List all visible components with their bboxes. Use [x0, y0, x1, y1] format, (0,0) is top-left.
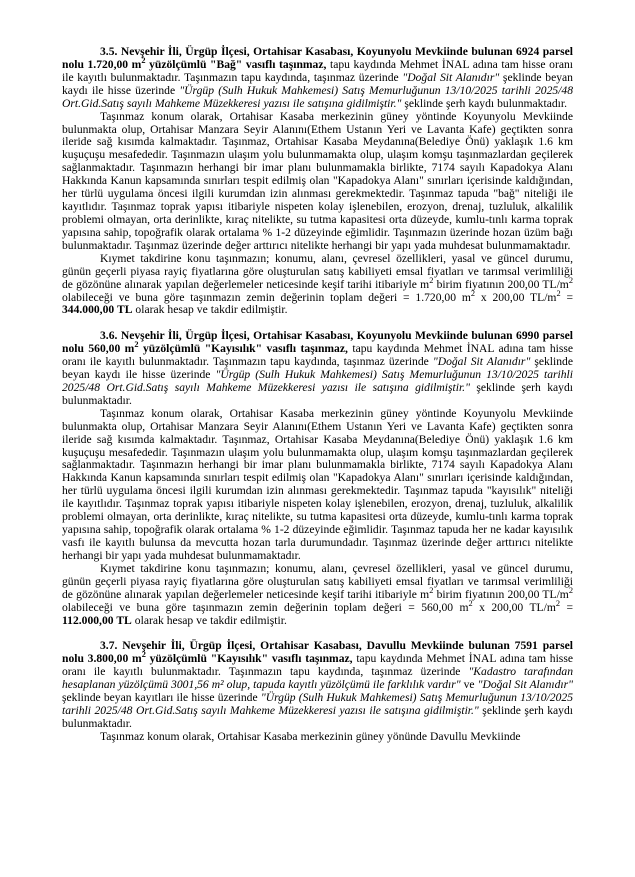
superscript-unit: 2 [429, 275, 434, 285]
text-run: olarak hesap ve takdir edilmiştir. [131, 613, 287, 627]
text-run: şeklinde şerh kaydı bulunmaktadır. [62, 380, 573, 407]
superscript-unit: 2 [429, 585, 434, 595]
superscript-unit: 2 [141, 650, 146, 660]
italic-quote-run: "Doğal Sit Alanıdır" [477, 678, 573, 692]
text-run: x 200,00 TL/m [475, 290, 557, 304]
body-paragraph [62, 731, 573, 744]
superscript-unit: 2 [470, 288, 476, 298]
bold-run: 3.6. Nevşehir İli, Ürgüp İlçesi, Ortahisar Kasabası, Koyunyolu Mevkiinde bulunan 6990 parsel nolu 560,00 m [62, 329, 573, 356]
italic-quote-run: "Kadastro tarafından hesaplanan yüzölçümü 3001,56 m² olup, tapuda kayıtlı yüzölçümü ile farklılık vardır" [62, 665, 573, 692]
superscript-unit: 2 [568, 275, 573, 285]
italic-quote-run: "Doğal Sit Alanıdır" [402, 70, 500, 84]
text-run: olabileceği ve buna göre taşınmazın zemin değerinin toplam değeri = 1.720,00 m [62, 290, 471, 304]
text-run: şeklinde beyan kaydı ile hisse üzerinde [62, 70, 573, 97]
superscript-unit: 2 [468, 598, 473, 608]
section-heading-paragraph-36 [62, 330, 573, 408]
italic-quote-run: "Doğal Sit Alanıdır" [432, 355, 531, 369]
section-heading-paragraph-35 [62, 46, 573, 111]
body-paragraph [62, 563, 573, 628]
superscript-unit: 2 [556, 288, 561, 298]
bold-run: 3.5. Nevşehir İli, Ürgüp İlçesi, Ortahisar Kasabası, Koyunyolu Mevkiinde bulunan 6924 parsel nolu 1.720,00 m [62, 45, 573, 71]
section-heading-paragraph-37 [62, 640, 573, 730]
body-paragraph [62, 253, 573, 318]
text-run: x 200,00 TL/m [472, 600, 556, 614]
italic-quote-run: "Ürgüp (Sulh Hukuk Mahkemesi) Satış Memurluğunun 13/10/2025 tarihli 2025/48 Ort.Gid.Satış sayılı Mahkeme Müzekkeresi yazısı ile satışına gidilmiştir." [62, 83, 573, 110]
body-paragraph [62, 408, 573, 563]
text-run: tapu kaydında Mehmet İNAL adına tam hisse oranı ile kayıtlı bulunmaktadır. Taşınmazın tapu kaydında, taşınmaz üzerinde [62, 342, 574, 369]
bold-run: 3.7. Nevşehir İli, Ürgüp İlçesi, Ortahisar Kasabası, Davullu Mevkiinde bulunan 7591 parsel nolu 3.800,00 m [62, 639, 573, 666]
text-run: şeklinde beyan kaydı ile hisse üzerinde [62, 355, 573, 382]
superscript-unit: 2 [141, 56, 146, 66]
text-run: Taşınmaz konum olarak, Ortahisar Kasaba merkezinin güney yöntinde Koyunyolu Mevkiinde bulunmakta olup, Ortahisar Manzara Seyir Alanını(Ethem Ustanın Yeri ve Lavanta Kafe) geçtikten sonra ileride sağ kısımda kalmaktadır. Taşınmaz, Ortahisar Kasaba Meydanına(Belediye Önü) yaklaşık 1.6 km kuşuçuşu mesafededir. Taşınmazın ulaşım yolu bulunmamakta olup, ulaşım komşu taşınmazlardan geçilerek sağlanmaktadır. Taşınmazın herhangi bir imar planı bulunmamakla birlikte, 7174 sayılı Kapadokya Alanı Hakkında Kanun kapsamında sınırları tespit edilmiş olan "Kapadokya Alanı" sınırları içerisinde kaldığından, her türlü uygulama öncesi ilgili kurumdan izin alınması gerekmektedir. Taşınmaz tapuda "bağ" niteliği ile kayıtlıdır. Taşınmaz toprak yapısı itibariyle nispeten kolay işlenebilen, erozyon, drenaj, tuzluluk, alkalilik problemi olmayan, orta derinlikte, kıraç nitelikte, su tutma kapasitesi orta düzeyde, kumlu-tınlı karma toprak yapısına sahip, topoğrafik olarak ortalama % 1-2 düzeyinde eğimlidir. Taşınmazın üzerinde hozan üzüm bağı bulunmaktadır. Taşınmaz üzerinde değer arttırıcı nitelikte herhangi bir yapı yada muhdesat bulunmamaktadır. [62, 109, 573, 252]
text-run: birim fiyatının 200,00 TL/m [433, 587, 569, 601]
superscript-unit: 2 [555, 598, 561, 608]
body-paragraph [62, 111, 573, 253]
document-text-body [62, 46, 573, 744]
text-run: tapu kaydında Mehmet İNAL adına tam hisse oranı ile kayıtlı bulunmaktadır. Taşınmazın tapu kaydında, taşınmaz üzerinde [62, 57, 573, 84]
text-run: tapu kaydında Mehmet İNAL adına tam hisse oranı ile kayıtlı bulunmaktadır. Taşınmazın tapu kaydında, taşınmaz üzerinde [62, 652, 573, 679]
text-run: = [560, 290, 573, 304]
text-run: Taşınmaz konum olarak, Ortahisar Kasaba merkezinin güney yöntinde Koyunyolu Mevkiinde bulunmakta olup, Ortahisar Manzara Seyir Alanını(Ethem Ustanın Yeri ve Lavanta Kafe) geçtikten sonra ileride sağ kısımda kalmaktadır. Taşınmaz, Ortahisar Kasaba Meydanına(Belediye Önü) yaklaşık 1.6 km kuşuçuşu mesafededir. Taşınmazın ulaşım yolu bulunmamakta olup, ulaşım komşu taşınmazlardan geçilerek sağlanmaktadır. Taşınmazın herhangi bir imar planı bulunmamakla birlikte, 7174 sayılı Kapadokya Alanı Hakkında Kanun kapsamında sınırları tespit edilmiş olan "Kapadokya Alanı" sınırları içerisinde kaldığından, her türlü uygulama öncesi ilgili kurumdan izin alınması gerekmektedir. Taşınmaz tapuda "kayısılık" niteliği ile kayıtlıdır. Taşınmaz toprak yapısı itibariyle nispeten kolay işlenebilen, erozyon, drenaj, tuzluluk, alkalilik problemi olmayan, orta derinlikte, kıraç nitelikte, su tutma kapasitesi orta düzeyde, kumlu-tınlı karma toprak yapısına sahip, topoğrafik olarak ortalama % 1-2 düzeyinde eğimlidir. Taşınmaz tapuda her ne kadar kayısılık vasfı ile kayıtlı bulunsa da mevcutta hozan tarla durumundadır. Taşınmaz üzerinde değer arttırıcı nitelikte herhangi bir yapı yada muhdesat bulunmamaktadır. [62, 406, 573, 562]
italic-quote-run: "Ürgüp (Sulh Hukuk Mahkemesi) Satış Memurluğunun 13/10/2025 tarihli 2025/48 Ort.Gid.Satış sayılı Mahkeme Müzekkeresi yazısı ile satışına gidilmiştir." [62, 368, 573, 394]
text-run: olabileceği ve buna göre taşınmazın zemin değerinin toplam değeri = 560,00 m [62, 600, 469, 614]
bold-run: yüzölçümlü "Kayısılık" vasıflı taşınmaz, [138, 342, 348, 356]
italic-quote-run: "Ürgüp (Sulh Hukuk Mahkemesi) Satış Memurluğunun 13/10/2025 tarihli 2025/48 Ort.Gid.Satış sayılı Mahkeme Müzekkeresi yazısı ile satışına gidilmiştir." [62, 691, 573, 717]
text-run: şeklinde şerh kaydı bulunmaktadır. [401, 96, 567, 110]
text-run: Kıymet takdirine konu taşınmazın; konumu, alanı, çevresel özellikleri, yasal ve güncel durumu, günün geçerli piyasa rayiç fiyatlarına göre oluşturulan satış kabiliyeti emsal fiyatları ve tarımsal verimliliği de gözönüne alınarak yapılan değerlemeler neticesinde keşif tarihi itibariyle m [62, 561, 573, 601]
text-run: şeklinde beyan kayıtları ile hisse üzerinde [62, 691, 261, 705]
bold-run: 344.000,00 TL [62, 303, 133, 317]
text-run: Taşınmaz konum olarak, Ortahisar Kasaba merkezinin güney yönünde Davullu Mevkiinde [100, 729, 521, 743]
bold-run: yüzölçümlü "Kayısılık" vasıflı taşınmaz, [145, 652, 353, 666]
text-run: birim fiyatının 200,00 TL/m [433, 277, 569, 291]
text-run: = [560, 600, 573, 614]
text-run: Kıymet takdirine konu taşınmazın; konumu, alanı, çevresel özellikleri, yasal ve güncel durumu, günün geçerli piyasa rayiç fiyatlarına göre oluşturulan satış kabiliyeti emsal fiyatları ve tarımsal verimliliği de gözönüne alınarak yapılan değerlemeler neticesinde keşif tarihi itibariyle m [62, 251, 573, 291]
text-run: şeklinde şerh kaydı bulunmaktadır. [62, 703, 573, 730]
text-run: olarak hesap ve takdir edilmiştir. [132, 303, 288, 317]
superscript-unit: 2 [568, 585, 573, 595]
superscript-unit: 2 [134, 340, 139, 350]
bold-run: 112.000,00 TL [62, 613, 132, 627]
text-run: ve [460, 678, 478, 692]
bold-run: yüzölçümlü "Bağ" vasıflı taşınmaz, [145, 57, 327, 71]
